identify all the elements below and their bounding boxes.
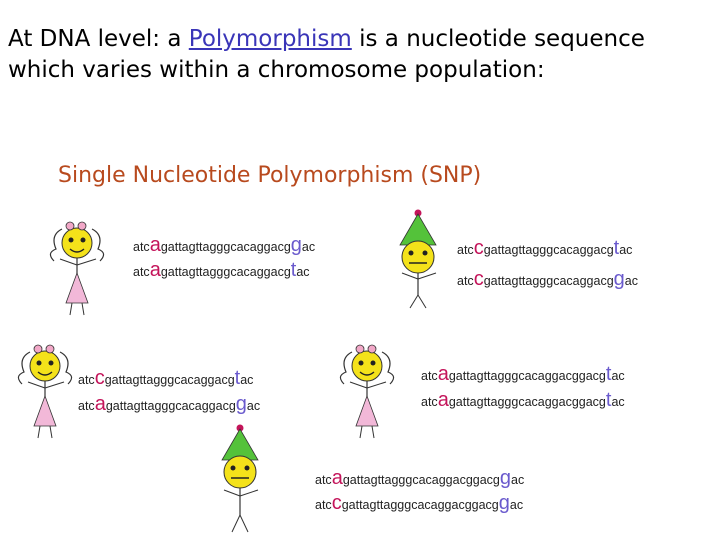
sequence-person4-a: atcagattagttagggcacaggacggacgtac: [421, 363, 625, 385]
sequence-person3-a: atccgattagttagggcacaggacgtac: [78, 367, 254, 389]
sequence-person1-b: atcagattagttagggcacaggacgtac: [133, 259, 310, 281]
girl-icon: [40, 215, 120, 320]
snp-base: c: [473, 237, 484, 259]
snp-base: t: [290, 259, 297, 281]
snp-base: t: [605, 363, 612, 385]
snp-heading: Single Nucleotide Polymorphism (SNP): [58, 163, 482, 188]
title-text-1: At DNA level: a: [8, 26, 189, 52]
sequence-person4-b: atcagattagttagggcacaggacggacgtac: [421, 389, 625, 411]
snp-base: g: [613, 268, 625, 290]
snp-base: a: [94, 393, 106, 415]
sequence-person2-a: atccgattagttagggcacaggacgtac: [457, 237, 633, 259]
snp-base: t: [613, 237, 620, 259]
title-text-2: is a nucleotide sequence which varies within a chromosome population:: [8, 26, 645, 83]
snp-base: t: [234, 367, 241, 389]
snp-base: a: [149, 259, 161, 281]
snp-base: a: [437, 363, 449, 385]
sequence-person2-b: atccgattagttagggcacaggacggac: [457, 268, 638, 290]
girl-figure-2: [8, 338, 88, 447]
sequence-person5-a: atcagattagttagggcacaggacggacggac: [315, 467, 525, 489]
snp-base: g: [290, 234, 302, 256]
snp-base: c: [94, 367, 105, 389]
party-hat-boy-icon: [378, 205, 458, 310]
girl-figure-3: [330, 338, 410, 447]
snp-base: a: [437, 389, 449, 411]
sequence-person3-b: atcagattagttagggcacaggacggac: [78, 393, 261, 415]
party-hat-boy-icon: [200, 420, 280, 538]
sequence-person5-b: atccgattagttagggcacaggacggacggac: [315, 492, 524, 514]
slide-title: [8, 24, 708, 86]
girl-icon: [330, 338, 410, 443]
snp-base: a: [331, 467, 343, 489]
snp-base: a: [149, 234, 161, 256]
boy-figure-2: [200, 420, 280, 542]
snp-base: c: [331, 492, 342, 514]
snp-base: g: [498, 492, 510, 514]
girl-figure-1: [40, 215, 120, 324]
snp-base: t: [605, 389, 612, 411]
polymorphism-link[interactable]: Polymorphism: [188, 26, 352, 52]
boy-figure-1: [378, 205, 458, 314]
girl-icon: [8, 338, 88, 443]
snp-base: g: [499, 467, 512, 489]
sequence-person1-a: atcagattagttagggcacaggacggac: [133, 234, 316, 256]
snp-base: c: [473, 268, 484, 290]
snp-base: g: [235, 393, 247, 415]
